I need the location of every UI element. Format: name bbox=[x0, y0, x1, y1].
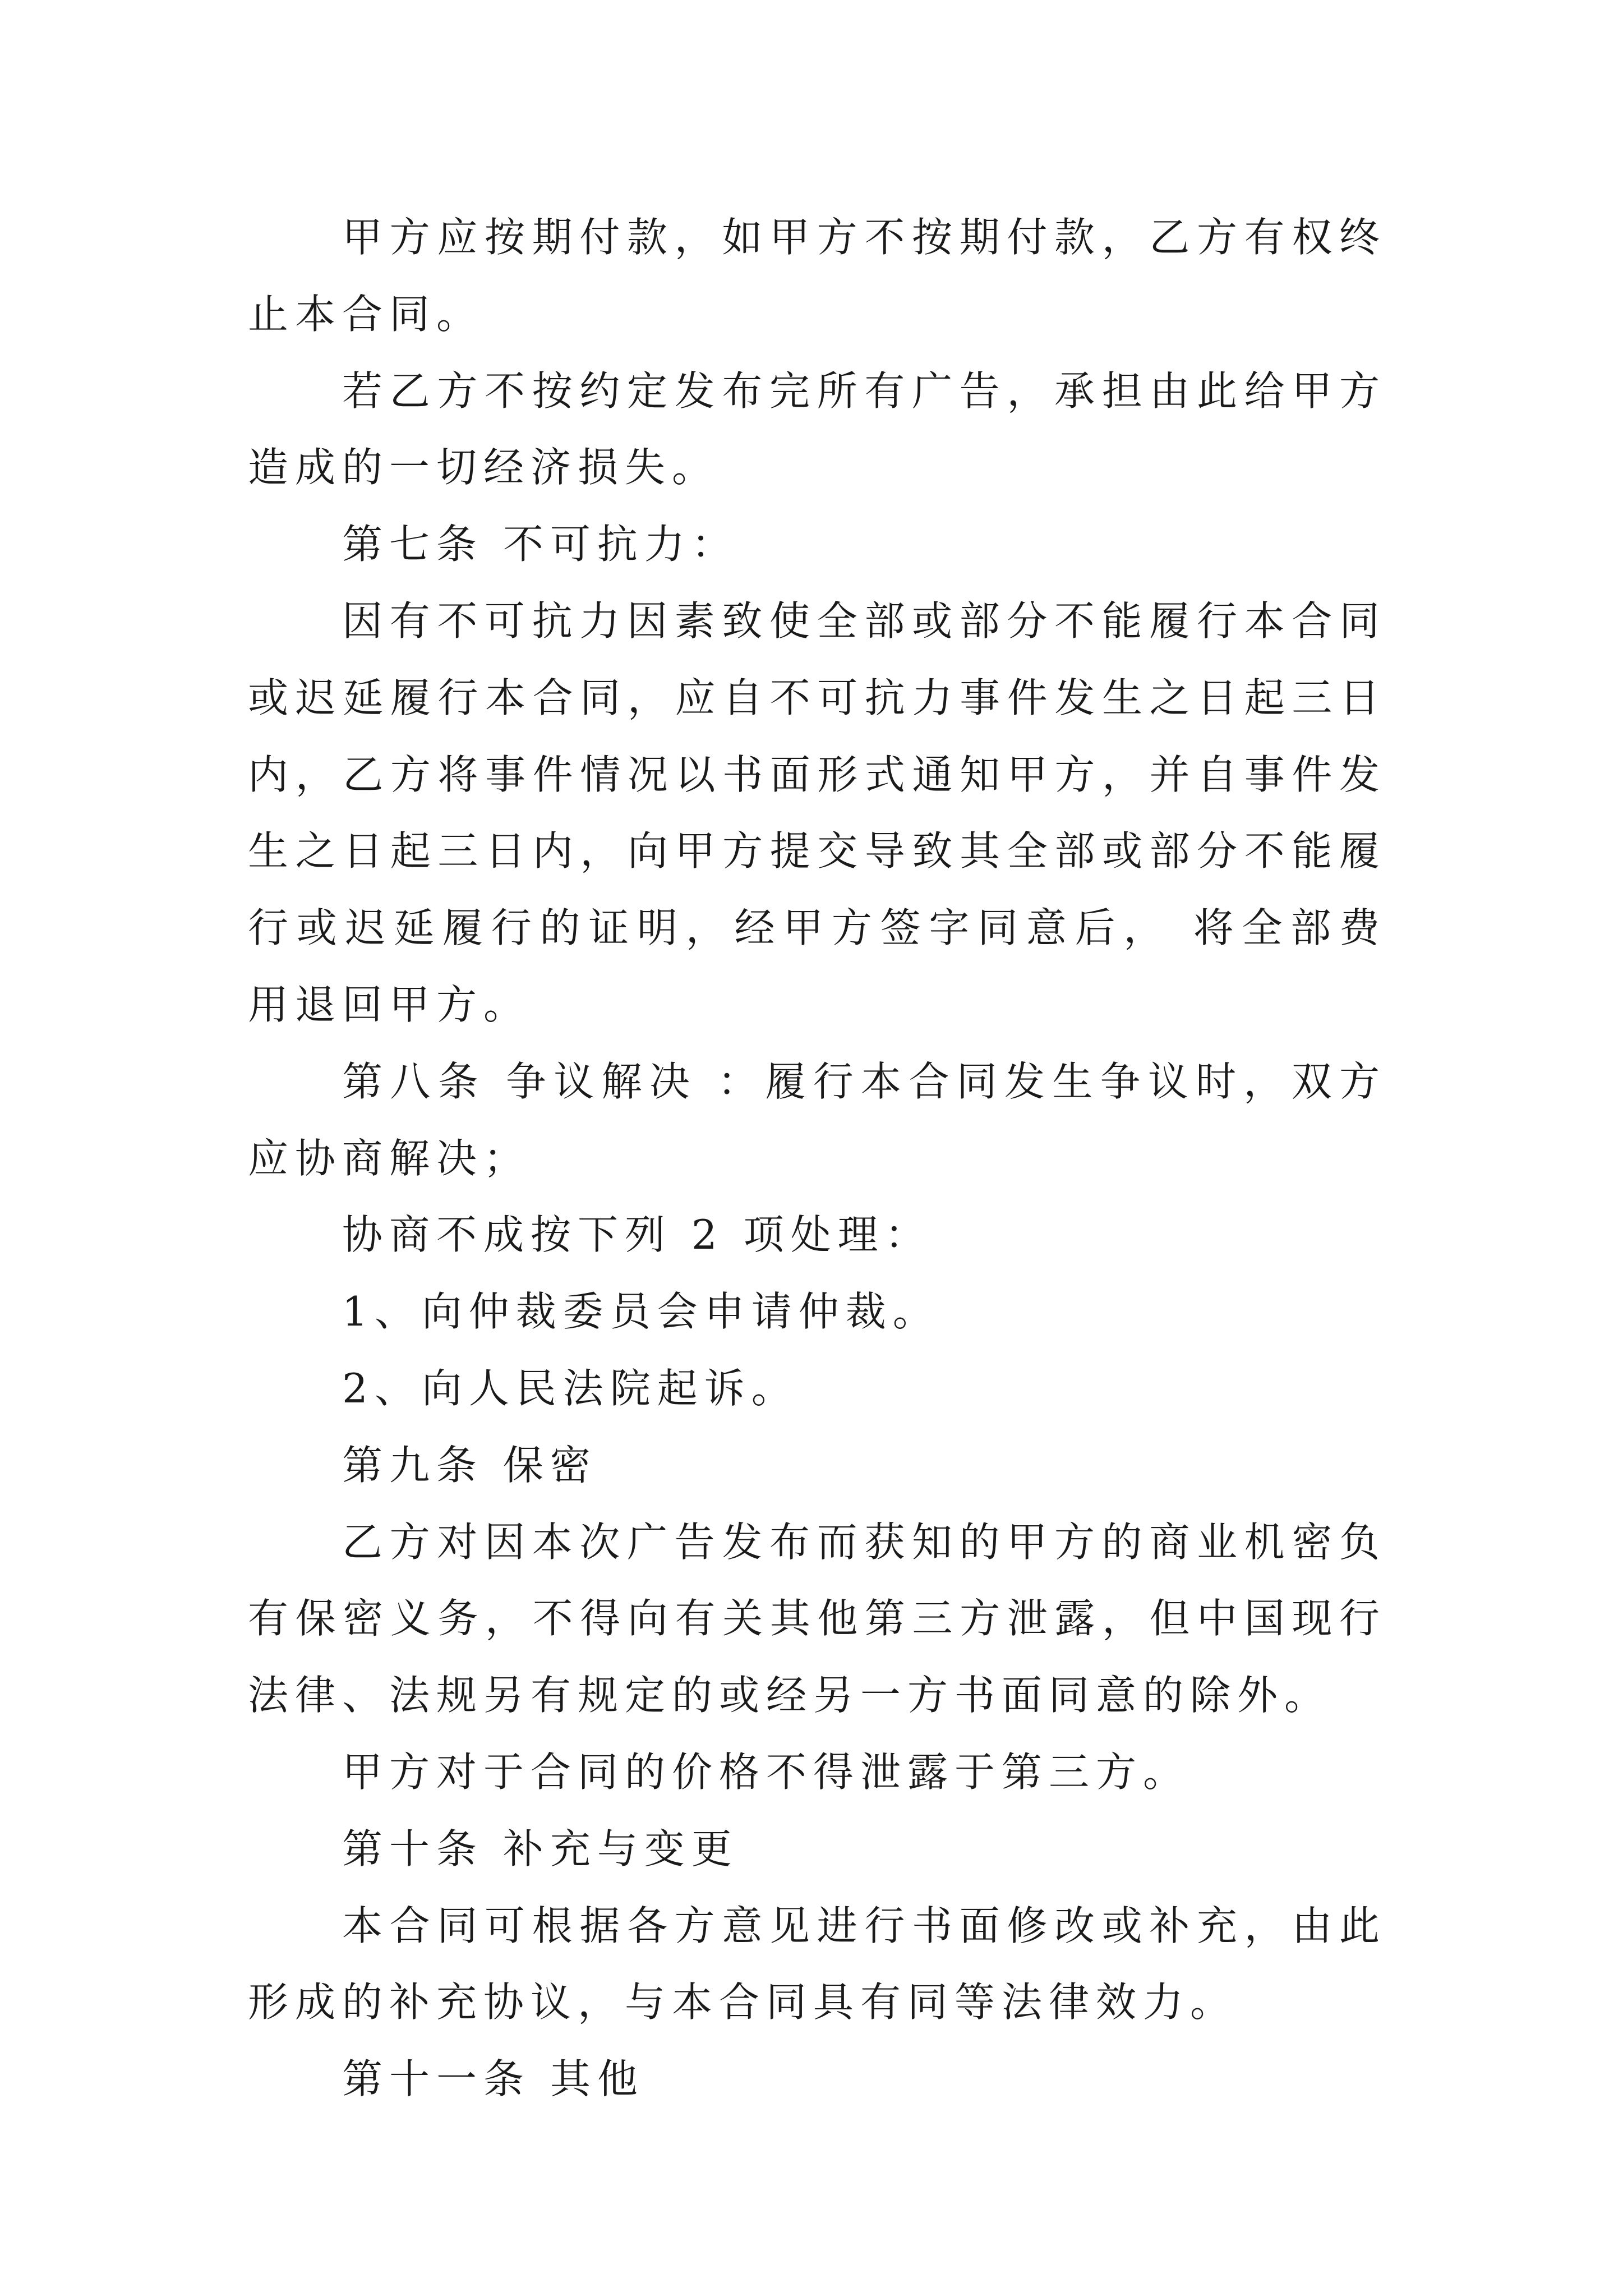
paragraph-payment: 甲方应按期付款，如甲方不按期付款，乙方有权终止本合同。 bbox=[248, 214, 1386, 338]
paragraph-amendments: 本合同可根据各方意见进行书面修改或补充，由此形成的补充协议，与本合同具有同等法律效力。 bbox=[248, 1902, 1386, 2026]
heading-article-11: 第十一条 其他 bbox=[342, 2055, 644, 2103]
paragraph-price-confidentiality: 甲方对于合同的价格不得泄露于第三方。 bbox=[342, 1748, 1191, 1796]
document-body bbox=[248, 199, 1386, 2118]
heading-article-10: 第十条 补充与变更 bbox=[342, 1825, 739, 1872]
heading-article-7: 第七条 不可抗力： bbox=[342, 521, 739, 568]
heading-article-8: 第八条 争议解决 ：履行本合同发生争议时，双方应协商解决； bbox=[248, 1057, 1386, 1182]
paragraph-liability: 若乙方不按约定发布完所有广告，承担由此给甲方造成的一切经济损失。 bbox=[248, 367, 1386, 491]
paragraph-confidentiality: 乙方对因本次广告发布而获知的甲方的商业机密负有保密义务，不得向有关其他第三方泄露，但中国现行法律、法规另有规定的或经另一方书面同意的除外。 bbox=[248, 1518, 1386, 1719]
heading-article-9: 第九条 保密 bbox=[342, 1441, 597, 1489]
paragraph-force-majeure: 因有不可抗力因素致使全部或部分不能履行本合同或迟延履行本合同，应自不可抗力事件发生之日起三日内，乙方将事件情况以书面形式通知甲方，并自事件发生之日起三日内，向甲方提交导致其全部或部分不能履行或迟延履行的证明，经甲方签字同意后， 将全部费用退回甲方。 bbox=[248, 597, 1386, 1028]
list-item-lawsuit: 2、向人民法院起诉。 bbox=[342, 1364, 799, 1412]
paragraph-dispute-options: 协商不成按下列 2 项处理： bbox=[342, 1211, 932, 1259]
list-item-arbitration: 1、向仲裁委员会申请仲裁。 bbox=[342, 1288, 940, 1336]
